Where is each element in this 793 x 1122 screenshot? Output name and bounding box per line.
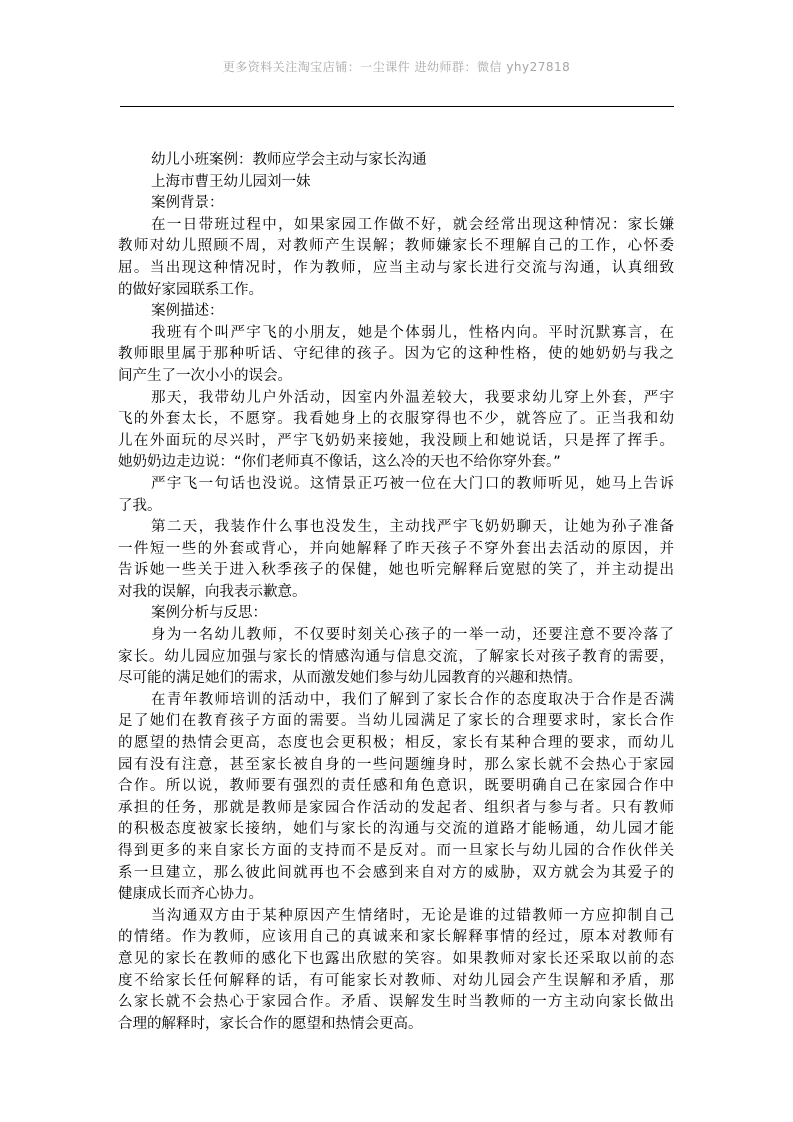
page-header-text: 更多资料关注淘宝店铺：一尘课件 进幼师群：微信 yhy27818 bbox=[222, 60, 571, 74]
text-line: 在一日带班过程中，如果家园工作做不好，就会经常出现这种情况：家长嫌 bbox=[151, 216, 674, 233]
text-line: 教师对幼儿照顾不周，对教师产生误解；教师嫌家长不理解自己的工作，心怀委 bbox=[118, 238, 674, 255]
text-line: 幼儿小班案例：教师应学会主动与家长沟通 bbox=[151, 152, 427, 168]
text-line: 的愿望的热情会更高，态度也会更积极；相反，家长有某种合理的要求，而幼儿 bbox=[118, 735, 674, 752]
text-line: 一件短一些的外套或背心，并向她解释了昨天孩子不穿外套出去活动的原因，并 bbox=[118, 540, 674, 557]
text-line: 的情绪。作为教师，应该用自己的真诚来和家长解释事情的经过，原本对教师有 bbox=[118, 929, 674, 946]
text-line: 我班有个叫严宇飞的小朋友，她是个体弱儿，性格内向。平时沉默寡言，在 bbox=[151, 324, 674, 341]
text-line: 案例背景： bbox=[151, 195, 224, 212]
text-line: 身为一名幼儿教师，不仅要时刻关心孩子的一举一动，还要注意不要冷落了 bbox=[151, 627, 674, 644]
text-line: 了我。 bbox=[118, 497, 162, 514]
text-line: 告诉她一些关于进入秋季孩子的保健，她也听完解释后宽慰的笑了，并主动提出 bbox=[118, 562, 674, 579]
text-line: 合理的解释时，家长合作的愿望和热情会更高。 bbox=[118, 1015, 423, 1032]
text-line: 意见的家长在教师的感化下也露出欣慰的笑容。如果教师对家长还采取以前的态 bbox=[118, 950, 674, 967]
text-line: 教师眼里属于那种听话、守纪律的孩子。因为它的这种性格，使的她奶奶与我之 bbox=[118, 346, 674, 363]
text-line: 系一旦建立，那么彼此间就再也不会感到来自对方的威胁，双方就会为其爱子的 bbox=[118, 864, 674, 881]
text-line: 案例描述： bbox=[151, 303, 224, 320]
text-line: 足了她们在教育孩子方面的需要。当幼儿园满足了家长的合理要求时，家长合作 bbox=[118, 713, 674, 730]
text-line: 得到更多的来自家长方面的支持而不是反对。而一旦家长与幼儿园的合作伙伴关 bbox=[118, 843, 674, 859]
text-line: 园有没有注意，甚至家长被自身的一些问题缠身时，那么家长就不会热心于家园 bbox=[118, 756, 674, 773]
text-line: 家长。幼儿园应加强与家长的情感沟通与信息交流，了解家长对孩子教育的需要， bbox=[118, 648, 674, 665]
text-line: 的做好家园联系工作。 bbox=[118, 281, 263, 298]
text-line: 在青年教师培训的活动中，我们了解到了家长合作的态度取决于合作是否满 bbox=[151, 691, 674, 708]
text-line: 对我的误解，向我表示歉意。 bbox=[118, 583, 307, 600]
text-line: 当沟通双方由于某种原因产生情绪时，无论是谁的过错教师一方应抑制自己 bbox=[151, 907, 674, 924]
text-line: 那天，我带幼儿户外活动，因室内外温差较大，我要求幼儿穿上外套，严宇 bbox=[151, 389, 674, 406]
text-line: 屈。当出现这种情况时，作为教师，应当主动与家长进行交流与沟通，认真细致 bbox=[118, 259, 674, 276]
text-line: 严宇飞一句话也没说。这情景正巧被一位在大门口的教师听见，她马上告诉 bbox=[151, 475, 674, 492]
text-line: 她奶奶边走边说：“你们老师真不像话，这么冷的天也不给你穿外套。” bbox=[118, 454, 561, 471]
text-line: 案例分析与反思： bbox=[151, 605, 267, 622]
text-line: 上海市曹王幼儿园刘一妹 bbox=[151, 173, 311, 190]
text-line: 么家长就不会热心于家园合作。矛盾、误解发生时当教师的一方主动向家长做出 bbox=[118, 994, 674, 1011]
text-line: 尽可能的满足她们的需求，从而激发她们参与幼儿园教育的兴趣和热情。 bbox=[118, 670, 582, 687]
text-line: 度不给家长任何解释的话，有可能家长对教师、对幼儿园会产生误解和矛盾，那 bbox=[118, 972, 674, 989]
header-divider bbox=[120, 106, 674, 107]
text-line: 合作。所以说，教师要有强烈的责任感和角色意识，既要明确自己在家园合作中 bbox=[118, 778, 674, 795]
text-line: 承担的任务，那就是教师是家园合作活动的发起者、组织者与参与者。只有教师 bbox=[118, 799, 674, 816]
text-line: 飞的外套太长，不愿穿。我看她身上的衣服穿得也不少，就答应了。正当我和幼 bbox=[118, 411, 674, 428]
text-line: 的积极态度被家长接纳，她们与家长的沟通与交流的道路才能畅通，幼儿园才能 bbox=[118, 821, 674, 838]
text-line: 儿在外面玩的尽兴时，严宇飞奶奶来接她，我没顾上和她说话，只是挥了挥手。 bbox=[118, 432, 674, 449]
text-line: 健康成长而齐心协力。 bbox=[118, 886, 263, 903]
text-line: 间产生了一次小小的误会。 bbox=[118, 367, 292, 384]
text-line: 第二天，我装作什么事也没发生，主动找严宇飞奶奶聊天，让她为孙子准备 bbox=[151, 519, 674, 536]
document-body bbox=[118, 150, 674, 1035]
